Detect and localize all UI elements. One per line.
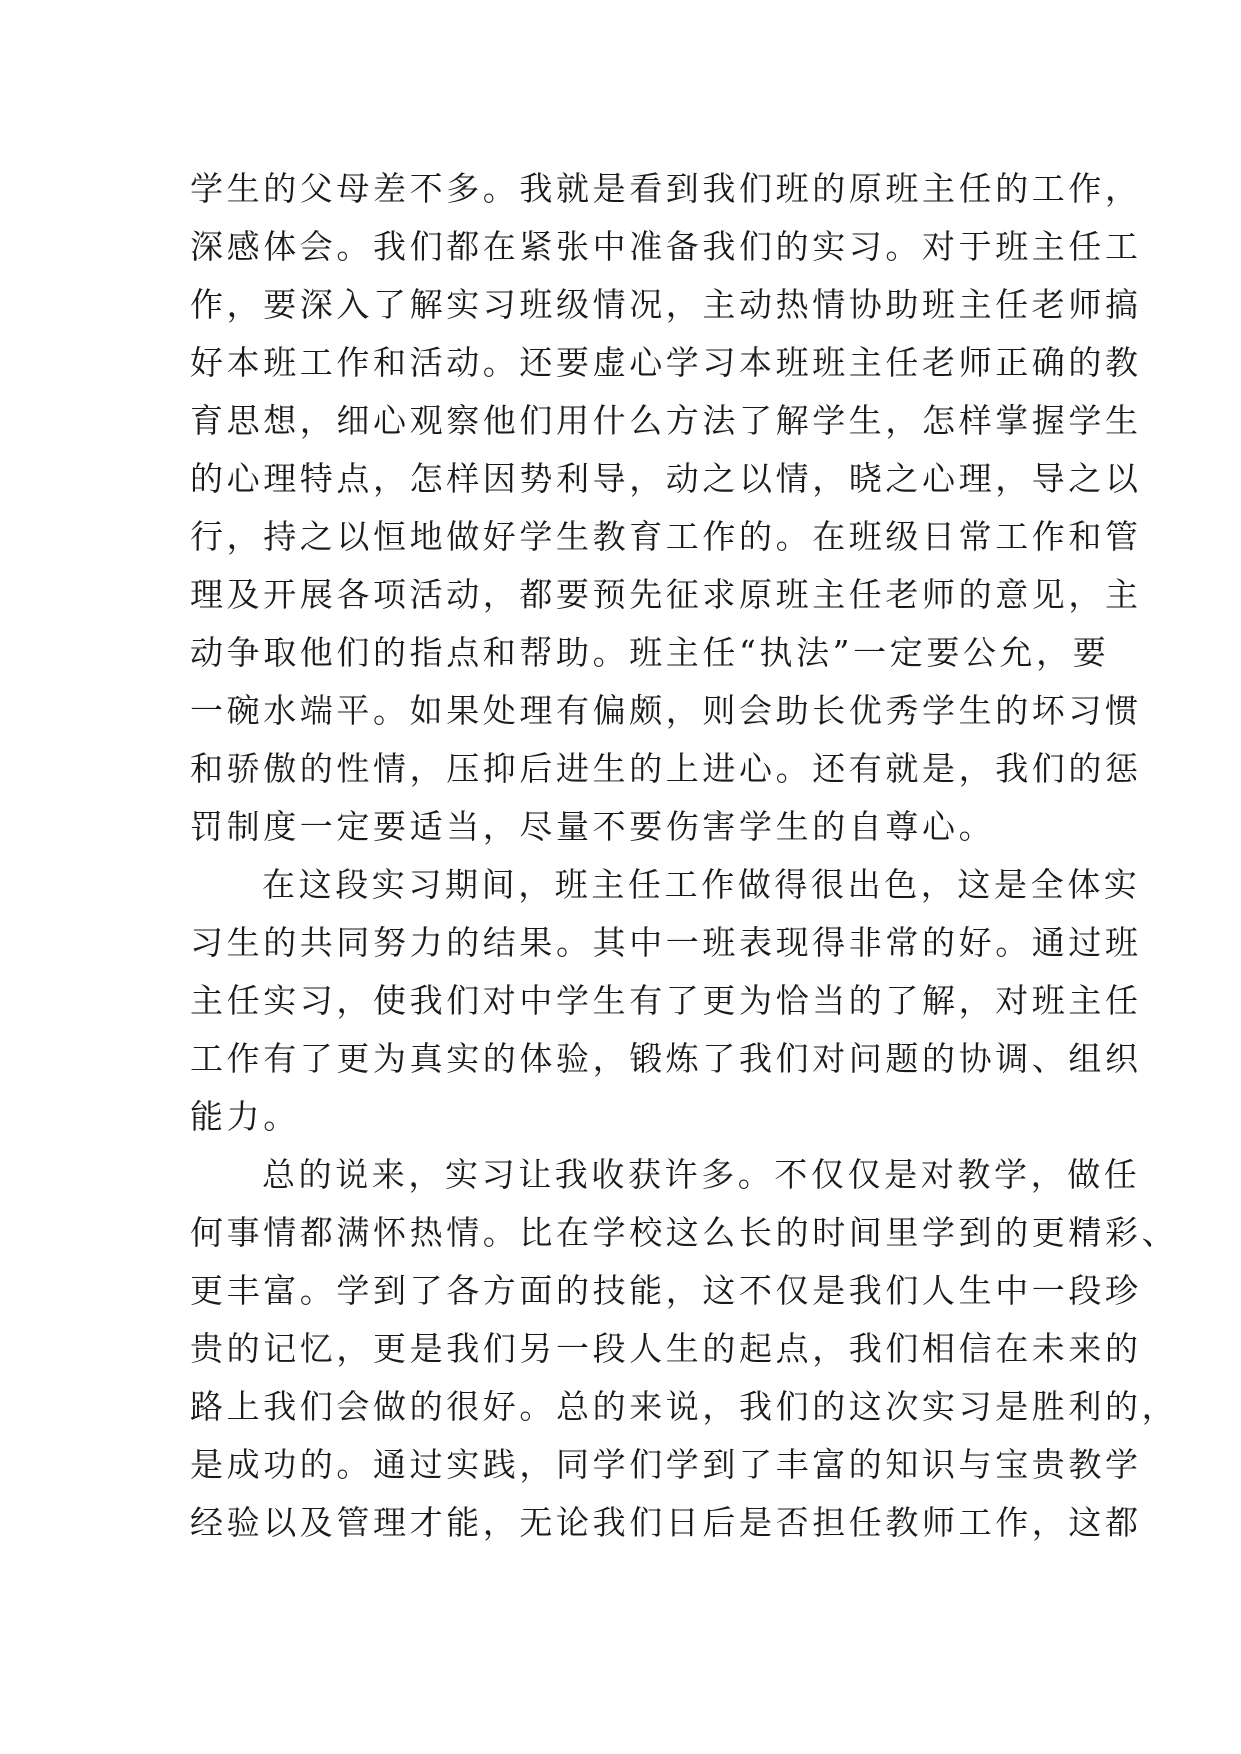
paragraph-1 bbox=[190, 160, 1142, 856]
text-line: 育思想，细心观察他们用什么方法了解学生，怎样掌握学生 bbox=[190, 401, 1142, 440]
text-line: 总的说来，实习让我收获许多。不仅仅是对教学，做任 bbox=[262, 1155, 1141, 1194]
text-line: 更丰富。学到了各方面的技能，这不仅是我们人生中一段珍 bbox=[190, 1271, 1142, 1310]
text-line: 理及开展各项活动，都要预先征求原班主任老师的意见，主 bbox=[190, 575, 1142, 614]
text-line: 学生的父母差不多。我就是看到我们班的原班主任的工作， bbox=[190, 169, 1142, 208]
text-line: 的心理特点，怎样因势利导，动之以情，晓之心理，导之以 bbox=[190, 459, 1142, 498]
text-line: 和骄傲的性情，压抑后进生的上进心。还有就是，我们的惩 bbox=[190, 749, 1142, 788]
text-line: 工作有了更为真实的体验，锻炼了我们对问题的协调、组织 bbox=[190, 1039, 1142, 1078]
text-line: 好本班工作和活动。还要虚心学习本班班主任老师正确的教 bbox=[190, 343, 1142, 382]
paragraph-2 bbox=[190, 856, 1142, 1146]
text-line: 深感体会。我们都在紧张中准备我们的实习。对于班主任工 bbox=[190, 227, 1142, 266]
text-line: 经验以及管理才能，无论我们日后是否担任教师工作，这都 bbox=[190, 1503, 1142, 1542]
text-line: 路上我们会做的很好。总的来说，我们的这次实习是胜利的， bbox=[190, 1387, 1179, 1426]
text-line: 行，持之以恒地做好学生教育工作的。在班级日常工作和管 bbox=[190, 517, 1142, 556]
body-text bbox=[190, 160, 1179, 1552]
text-line: 贵的记忆，更是我们另一段人生的起点，我们相信在未来的 bbox=[190, 1329, 1142, 1368]
text-line: 何事情都满怀热情。比在学校这么长的时间里学到的更精彩、 bbox=[190, 1213, 1179, 1252]
text-line: 能力。 bbox=[190, 1097, 300, 1136]
text-line: 是成功的。通过实践，同学们学到了丰富的知识与宝贵教学 bbox=[190, 1445, 1142, 1484]
text-line: 主任实习，使我们对中学生有了更为恰当的了解，对班主任 bbox=[190, 981, 1142, 1020]
text-line: 在这段实习期间，班主任工作做得很出色，这是全体实 bbox=[262, 865, 1141, 904]
text-line: 习生的共同努力的结果。其中一班表现得非常的好。通过班 bbox=[190, 923, 1142, 962]
text-line: 一碗水端平。如果处理有偏颇，则会助长优秀学生的坏习惯 bbox=[190, 691, 1142, 730]
text-line: 罚制度一定要适当，尽量不要伤害学生的自尊心。 bbox=[190, 807, 996, 846]
text-line: 作，要深入了解实习班级情况，主动热情协助班主任老师搞 bbox=[190, 285, 1142, 324]
paragraph-3 bbox=[190, 1146, 1179, 1552]
text-line: 动争取他们的指点和帮助。班主任“执法”一定要公允，要 bbox=[190, 633, 1110, 672]
